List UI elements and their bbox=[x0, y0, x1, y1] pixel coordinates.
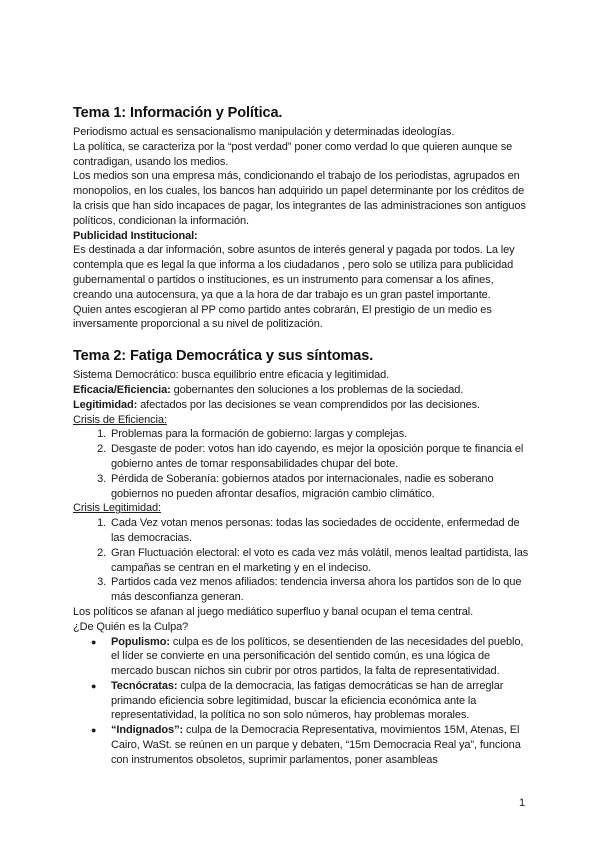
tema1-paragraph-4: Es destinada a dar información, sobre asuntos de interés general y pagada por todos. La ley contempla que es legal la que informa a los ciudadanos , pero solo se utiliza para publicidad gubernamental o partidos o instituciones, es un instrumento para comensar a los afines, creando una autocensura, ya que a la hora de dar trabajo es un gran pastel importante. bbox=[73, 244, 515, 301]
culpa-question: ¿De Quién es la Culpa? bbox=[73, 620, 189, 633]
tema1-paragraph-3: Los medios son una empresa más, condicionando el trabajo de los periodistas, agrupados en monopolios, en los cuales, los bancos han adquirido un papel determinante por los créditos de la crisis que han sido incapaces de pagar, los integrantes de las administraciones son antiguos políticos, condicionan la información. bbox=[73, 170, 526, 227]
bullet-label: Populismo: bbox=[111, 635, 170, 648]
bullet-icon: ● bbox=[91, 725, 97, 736]
bullet-label: Tecnócratas: bbox=[111, 679, 178, 692]
legitimidad-line bbox=[73, 398, 533, 413]
tema1-paragraph-1: Periodismo actual es sensacionalismo manipulación y determinadas ideologías. bbox=[73, 126, 455, 138]
bullet-text: culpa de la democracia, las fatigas democráticas se han de arreglar primando eficiencia sobre legitimidad, buscar la eficiencia económica ante la representatividad, la política no son solo números, hay problemas morales. bbox=[111, 679, 504, 722]
list-item: 1. Problemas para la formación de gobierno: largas y complejas. bbox=[109, 427, 533, 442]
list-item: 2. Gran Fluctuación electoral: el voto es cada vez más volátil, menos lealtad partidista, las campañas se centran en el marketing y en el indeciso. bbox=[109, 546, 533, 576]
crisis-legitimidad-heading: Crisis Legitimidad: bbox=[73, 502, 161, 515]
list-item bbox=[91, 679, 533, 723]
tema2-paragraph-1: Sistema Democrático: busca equilibrio entre eficacia y legitimidad. bbox=[73, 369, 390, 382]
page-number: 1 bbox=[519, 797, 526, 809]
list-item bbox=[91, 723, 533, 767]
list-item: 3. Partidos cada vez menos afiliados: tendencia inversa ahora los partidos son de lo que más desconfianza generan. bbox=[109, 575, 533, 605]
page-content bbox=[73, 104, 533, 768]
crisis-legitimidad-list bbox=[73, 516, 533, 605]
list-item: 2. Desgaste de poder: votos han ido cayendo, es mejor la oposición porque te financia el gobierno antes de tomar responsabilidades chupar del bote. bbox=[109, 442, 533, 472]
culpa-bullet-list bbox=[73, 635, 533, 768]
legitimidad-text: afectados por las decisiones se vean comprendidos por las decisiones. bbox=[137, 398, 480, 411]
list-item: 3. Pérdida de Soberanía: gobiernos atados por internacionales, nadie es soberano gobiernos no pueden afrontar desafíos, migración cambio climático. bbox=[109, 472, 533, 502]
tema1-paragraph-2: La política, se caracteriza por la “post verdad” poner como verdad lo que quieren aunque se contradigan, usando los medios. bbox=[73, 140, 513, 168]
publicidad-heading: Publicidad Institucional: bbox=[73, 229, 198, 242]
eficacia-line bbox=[73, 383, 533, 398]
list-item bbox=[91, 635, 533, 679]
bullet-label: “Indignados”: bbox=[111, 724, 184, 737]
bullet-text: culpa es de los políticos, se desentienden de las necesidades del pueblo, el líder se convierte en una personificación del sentido común, es una lógica de mercado buscan nichos sin cubrir por otros partidos, la falta de representatividad. bbox=[111, 635, 524, 678]
tema1-subheading bbox=[73, 229, 533, 244]
crisis-eficiencia-list bbox=[73, 427, 533, 501]
eficacia-label: Eficacia/Eficiencia: bbox=[73, 383, 171, 396]
list-item: 1. Cada Vez votan menos personas: todas las sociedades de occidente, enfermedad de las democracias. bbox=[109, 516, 533, 546]
crisis-eficiencia-heading: Crisis de Eficiencia: bbox=[73, 413, 167, 426]
bullet-icon: ● bbox=[91, 680, 97, 691]
tema2-title: Tema 2: Fatiga Democrática y sus síntomas. bbox=[73, 348, 374, 365]
bullet-text: culpa de la Democracia Representativa, movimientos 15M, Atenas, El Cairo, WaSt. se reúnen en un parque y debaten, “15m Democracia Real ya”, funciona con instrumentos obsoletos, suprimir parlamentos, poner asambleas bbox=[111, 724, 521, 766]
legitimidad-label: Legitimidad: bbox=[73, 398, 138, 411]
eficacia-text: gobernantes den soluciones a los problemas de la sociedad. bbox=[170, 383, 464, 396]
politicos-paragraph: Los políticos se afanan al juego mediático superfluo y banal ocupan el tema central. bbox=[73, 605, 474, 618]
tema1-paragraph-5: Quien antes escogieran al PP como partido antes cobrarán, El prestigio de un medio es inversamente proporcional a su nivel de politización. bbox=[73, 303, 492, 331]
bullet-icon: ● bbox=[91, 636, 97, 647]
tema1-title: Tema 1: Información y Política. bbox=[73, 105, 283, 121]
